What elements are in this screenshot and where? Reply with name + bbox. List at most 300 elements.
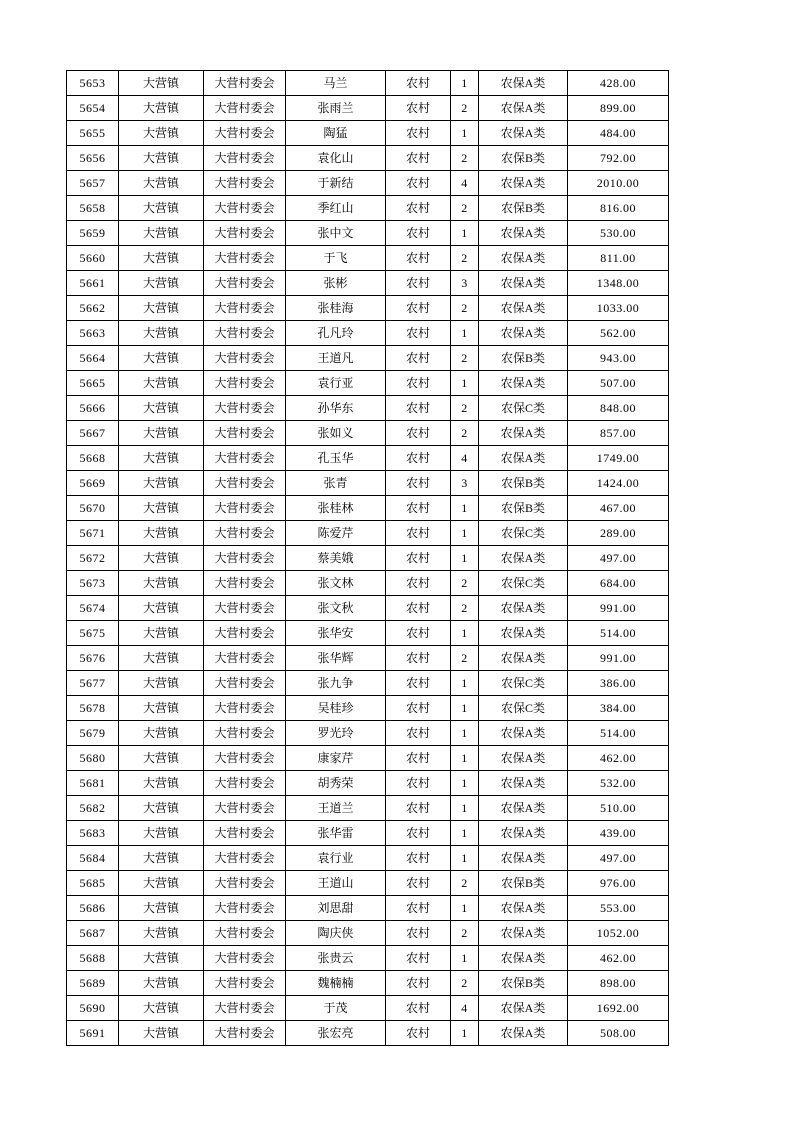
cell-serial: 5675 [67, 621, 119, 646]
cell-person-count: 2 [451, 246, 479, 271]
cell-amount: 497.00 [568, 846, 669, 871]
cell-person-count: 1 [451, 771, 479, 796]
cell-person-count: 2 [451, 421, 479, 446]
cell-amount: 553.00 [568, 896, 669, 921]
cell-amount: 467.00 [568, 496, 669, 521]
cell-person-count: 1 [451, 821, 479, 846]
cell-area-type: 农村 [386, 221, 451, 246]
cell-area-type: 农村 [386, 746, 451, 771]
cell-area-type: 农村 [386, 271, 451, 296]
cell-area-type: 农村 [386, 896, 451, 921]
cell-insurance-category: 农保A类 [479, 421, 568, 446]
cell-town: 大营镇 [119, 321, 204, 346]
cell-name: 袁行业 [286, 846, 386, 871]
cell-area-type: 农村 [386, 671, 451, 696]
cell-town: 大营镇 [119, 296, 204, 321]
cell-town: 大营镇 [119, 271, 204, 296]
cell-person-count: 2 [451, 196, 479, 221]
cell-name: 陈爱芹 [286, 521, 386, 546]
cell-insurance-category: 农保B类 [479, 346, 568, 371]
table-row [67, 71, 669, 96]
cell-serial: 5681 [67, 771, 119, 796]
table-row [67, 846, 669, 871]
cell-amount: 991.00 [568, 646, 669, 671]
cell-person-count: 4 [451, 996, 479, 1021]
cell-amount: 439.00 [568, 821, 669, 846]
cell-amount: 428.00 [568, 71, 669, 96]
cell-insurance-category: 农保A类 [479, 921, 568, 946]
cell-committee: 大营村委会 [204, 671, 286, 696]
cell-area-type: 农村 [386, 296, 451, 321]
table-row [67, 671, 669, 696]
cell-person-count: 1 [451, 71, 479, 96]
cell-committee: 大营村委会 [204, 71, 286, 96]
cell-area-type: 农村 [386, 796, 451, 821]
cell-area-type: 农村 [386, 1021, 451, 1046]
cell-committee: 大营村委会 [204, 496, 286, 521]
cell-serial: 5661 [67, 271, 119, 296]
cell-insurance-category: 农保C类 [479, 696, 568, 721]
cell-name: 魏楠楠 [286, 971, 386, 996]
cell-serial: 5690 [67, 996, 119, 1021]
cell-serial: 5687 [67, 921, 119, 946]
table-row [67, 796, 669, 821]
cell-town: 大营镇 [119, 121, 204, 146]
cell-amount: 514.00 [568, 621, 669, 646]
cell-amount: 507.00 [568, 371, 669, 396]
cell-committee: 大营村委会 [204, 621, 286, 646]
cell-name: 刘思甜 [286, 896, 386, 921]
cell-committee: 大营村委会 [204, 571, 286, 596]
cell-name: 于茂 [286, 996, 386, 1021]
cell-name: 罗光玲 [286, 721, 386, 746]
cell-name: 王道兰 [286, 796, 386, 821]
cell-insurance-category: 农保C类 [479, 671, 568, 696]
cell-person-count: 2 [451, 596, 479, 621]
cell-name: 王道凡 [286, 346, 386, 371]
cell-amount: 462.00 [568, 746, 669, 771]
cell-serial: 5677 [67, 671, 119, 696]
cell-amount: 848.00 [568, 396, 669, 421]
cell-person-count: 1 [451, 321, 479, 346]
cell-amount: 898.00 [568, 971, 669, 996]
cell-area-type: 农村 [386, 996, 451, 1021]
cell-name: 张九争 [286, 671, 386, 696]
cell-committee: 大营村委会 [204, 1021, 286, 1046]
cell-town: 大营镇 [119, 571, 204, 596]
cell-insurance-category: 农保A类 [479, 771, 568, 796]
cell-insurance-category: 农保A类 [479, 96, 568, 121]
cell-area-type: 农村 [386, 971, 451, 996]
cell-serial: 5654 [67, 96, 119, 121]
cell-committee: 大营村委会 [204, 521, 286, 546]
cell-area-type: 农村 [386, 571, 451, 596]
cell-person-count: 3 [451, 471, 479, 496]
cell-person-count: 1 [451, 121, 479, 146]
cell-insurance-category: 农保A类 [479, 446, 568, 471]
table-row [67, 496, 669, 521]
cell-amount: 508.00 [568, 1021, 669, 1046]
cell-town: 大营镇 [119, 671, 204, 696]
cell-name: 马兰 [286, 71, 386, 96]
cell-serial: 5664 [67, 346, 119, 371]
cell-amount: 462.00 [568, 946, 669, 971]
table-row [67, 296, 669, 321]
cell-insurance-category: 农保A类 [479, 271, 568, 296]
table-row [67, 696, 669, 721]
cell-area-type: 农村 [386, 371, 451, 396]
cell-town: 大营镇 [119, 621, 204, 646]
cell-person-count: 1 [451, 371, 479, 396]
cell-serial: 5658 [67, 196, 119, 221]
table-row [67, 721, 669, 746]
cell-serial: 5653 [67, 71, 119, 96]
cell-person-count: 3 [451, 271, 479, 296]
cell-person-count: 1 [451, 846, 479, 871]
cell-person-count: 1 [451, 521, 479, 546]
cell-area-type: 农村 [386, 471, 451, 496]
cell-committee: 大营村委会 [204, 721, 286, 746]
cell-name: 张如义 [286, 421, 386, 446]
cell-area-type: 农村 [386, 621, 451, 646]
cell-town: 大营镇 [119, 471, 204, 496]
cell-name: 张中文 [286, 221, 386, 246]
cell-name: 张青 [286, 471, 386, 496]
cell-area-type: 农村 [386, 396, 451, 421]
cell-amount: 976.00 [568, 871, 669, 896]
cell-committee: 大营村委会 [204, 446, 286, 471]
cell-person-count: 2 [451, 396, 479, 421]
cell-serial: 5683 [67, 821, 119, 846]
cell-committee: 大营村委会 [204, 171, 286, 196]
table-row [67, 521, 669, 546]
table-row [67, 446, 669, 471]
cell-amount: 562.00 [568, 321, 669, 346]
cell-insurance-category: 农保A类 [479, 171, 568, 196]
cell-name: 张宏亮 [286, 1021, 386, 1046]
cell-insurance-category: 农保A类 [479, 646, 568, 671]
cell-insurance-category: 农保A类 [479, 621, 568, 646]
cell-name: 张华雷 [286, 821, 386, 846]
cell-area-type: 农村 [386, 696, 451, 721]
table-row [67, 471, 669, 496]
cell-amount: 899.00 [568, 96, 669, 121]
cell-person-count: 2 [451, 646, 479, 671]
cell-insurance-category: 农保A类 [479, 596, 568, 621]
cell-insurance-category: 农保A类 [479, 371, 568, 396]
cell-insurance-category: 农保C类 [479, 521, 568, 546]
cell-town: 大营镇 [119, 546, 204, 571]
cell-person-count: 2 [451, 871, 479, 896]
cell-amount: 792.00 [568, 146, 669, 171]
table-row [67, 921, 669, 946]
cell-amount: 1033.00 [568, 296, 669, 321]
cell-amount: 1749.00 [568, 446, 669, 471]
cell-area-type: 农村 [386, 121, 451, 146]
cell-person-count: 2 [451, 96, 479, 121]
cell-person-count: 1 [451, 671, 479, 696]
table-body [67, 71, 669, 1046]
cell-town: 大营镇 [119, 896, 204, 921]
cell-town: 大营镇 [119, 846, 204, 871]
cell-serial: 5656 [67, 146, 119, 171]
cell-area-type: 农村 [386, 946, 451, 971]
cell-town: 大营镇 [119, 746, 204, 771]
table-row [67, 746, 669, 771]
cell-insurance-category: 农保A类 [479, 746, 568, 771]
table-row [67, 571, 669, 596]
cell-amount: 1348.00 [568, 271, 669, 296]
cell-insurance-category: 农保B类 [479, 496, 568, 521]
cell-committee: 大营村委会 [204, 946, 286, 971]
cell-area-type: 农村 [386, 546, 451, 571]
cell-serial: 5686 [67, 896, 119, 921]
cell-area-type: 农村 [386, 346, 451, 371]
cell-person-count: 1 [451, 796, 479, 821]
cell-insurance-category: 农保A类 [479, 796, 568, 821]
cell-committee: 大营村委会 [204, 396, 286, 421]
cell-amount: 991.00 [568, 596, 669, 621]
cell-committee: 大营村委会 [204, 596, 286, 621]
cell-serial: 5684 [67, 846, 119, 871]
cell-town: 大营镇 [119, 1021, 204, 1046]
cell-town: 大营镇 [119, 196, 204, 221]
cell-insurance-category: 农保A类 [479, 71, 568, 96]
cell-town: 大营镇 [119, 246, 204, 271]
cell-committee: 大营村委会 [204, 121, 286, 146]
table-row [67, 271, 669, 296]
cell-town: 大营镇 [119, 446, 204, 471]
table-row [67, 546, 669, 571]
cell-serial: 5680 [67, 746, 119, 771]
cell-area-type: 农村 [386, 846, 451, 871]
cell-town: 大营镇 [119, 496, 204, 521]
cell-serial: 5670 [67, 496, 119, 521]
cell-area-type: 农村 [386, 521, 451, 546]
cell-person-count: 4 [451, 446, 479, 471]
cell-insurance-category: 农保A类 [479, 296, 568, 321]
cell-amount: 530.00 [568, 221, 669, 246]
cell-insurance-category: 农保A类 [479, 1021, 568, 1046]
cell-committee: 大营村委会 [204, 371, 286, 396]
table-row [67, 196, 669, 221]
cell-town: 大营镇 [119, 946, 204, 971]
cell-committee: 大营村委会 [204, 646, 286, 671]
cell-area-type: 农村 [386, 821, 451, 846]
cell-person-count: 1 [451, 721, 479, 746]
table-row [67, 396, 669, 421]
cell-name: 胡秀荣 [286, 771, 386, 796]
cell-name: 于飞 [286, 246, 386, 271]
cell-person-count: 2 [451, 146, 479, 171]
cell-town: 大营镇 [119, 521, 204, 546]
cell-area-type: 农村 [386, 921, 451, 946]
cell-town: 大营镇 [119, 221, 204, 246]
cell-town: 大营镇 [119, 146, 204, 171]
cell-amount: 510.00 [568, 796, 669, 821]
table-row [67, 121, 669, 146]
table-row [67, 96, 669, 121]
cell-town: 大营镇 [119, 346, 204, 371]
table-row [67, 346, 669, 371]
cell-town: 大营镇 [119, 646, 204, 671]
cell-name: 蔡美娥 [286, 546, 386, 571]
cell-amount: 2010.00 [568, 171, 669, 196]
cell-name: 张华安 [286, 621, 386, 646]
cell-committee: 大营村委会 [204, 846, 286, 871]
cell-area-type: 农村 [386, 871, 451, 896]
cell-serial: 5663 [67, 321, 119, 346]
cell-person-count: 2 [451, 346, 479, 371]
cell-area-type: 农村 [386, 321, 451, 346]
cell-person-count: 2 [451, 571, 479, 596]
cell-serial: 5673 [67, 571, 119, 596]
cell-town: 大营镇 [119, 921, 204, 946]
cell-insurance-category: 农保A类 [479, 821, 568, 846]
cell-serial: 5669 [67, 471, 119, 496]
cell-committee: 大营村委会 [204, 696, 286, 721]
cell-amount: 384.00 [568, 696, 669, 721]
cell-insurance-category: 农保B类 [479, 871, 568, 896]
cell-amount: 1424.00 [568, 471, 669, 496]
cell-amount: 943.00 [568, 346, 669, 371]
table-row [67, 221, 669, 246]
cell-area-type: 农村 [386, 196, 451, 221]
benefit-roster-table [66, 70, 669, 1046]
cell-committee: 大营村委会 [204, 296, 286, 321]
cell-serial: 5666 [67, 396, 119, 421]
cell-amount: 514.00 [568, 721, 669, 746]
cell-name: 陶庆侠 [286, 921, 386, 946]
cell-committee: 大营村委会 [204, 321, 286, 346]
cell-person-count: 2 [451, 971, 479, 996]
cell-committee: 大营村委会 [204, 921, 286, 946]
cell-insurance-category: 农保C类 [479, 396, 568, 421]
cell-serial: 5688 [67, 946, 119, 971]
cell-insurance-category: 农保B类 [479, 471, 568, 496]
cell-insurance-category: 农保C类 [479, 571, 568, 596]
cell-insurance-category: 农保A类 [479, 996, 568, 1021]
cell-committee: 大营村委会 [204, 971, 286, 996]
table-row [67, 946, 669, 971]
cell-name: 吴桂珍 [286, 696, 386, 721]
cell-person-count: 1 [451, 496, 479, 521]
cell-committee: 大营村委会 [204, 821, 286, 846]
cell-town: 大营镇 [119, 371, 204, 396]
table-row [67, 146, 669, 171]
cell-committee: 大营村委会 [204, 96, 286, 121]
cell-name: 张贵云 [286, 946, 386, 971]
cell-insurance-category: 农保B类 [479, 971, 568, 996]
cell-committee: 大营村委会 [204, 246, 286, 271]
cell-insurance-category: 农保A类 [479, 896, 568, 921]
cell-town: 大营镇 [119, 996, 204, 1021]
cell-committee: 大营村委会 [204, 346, 286, 371]
cell-insurance-category: 农保A类 [479, 721, 568, 746]
table-row [67, 996, 669, 1021]
cell-serial: 5667 [67, 421, 119, 446]
cell-town: 大营镇 [119, 721, 204, 746]
cell-serial: 5662 [67, 296, 119, 321]
cell-committee: 大营村委会 [204, 996, 286, 1021]
cell-area-type: 农村 [386, 721, 451, 746]
cell-amount: 684.00 [568, 571, 669, 596]
cell-serial: 5657 [67, 171, 119, 196]
cell-committee: 大营村委会 [204, 746, 286, 771]
cell-amount: 386.00 [568, 671, 669, 696]
cell-person-count: 1 [451, 546, 479, 571]
cell-area-type: 农村 [386, 446, 451, 471]
cell-person-count: 1 [451, 221, 479, 246]
table-row [67, 621, 669, 646]
cell-name: 张桂林 [286, 496, 386, 521]
cell-name: 袁化山 [286, 146, 386, 171]
cell-amount: 484.00 [568, 121, 669, 146]
cell-amount: 497.00 [568, 546, 669, 571]
table-row [67, 896, 669, 921]
cell-person-count: 1 [451, 746, 479, 771]
cell-area-type: 农村 [386, 96, 451, 121]
cell-serial: 5678 [67, 696, 119, 721]
table-row [67, 421, 669, 446]
cell-name: 张华辉 [286, 646, 386, 671]
cell-serial: 5665 [67, 371, 119, 396]
cell-insurance-category: 农保A类 [479, 246, 568, 271]
cell-area-type: 农村 [386, 496, 451, 521]
cell-serial: 5668 [67, 446, 119, 471]
cell-town: 大营镇 [119, 421, 204, 446]
cell-name: 张文林 [286, 571, 386, 596]
table-row [67, 596, 669, 621]
cell-name: 孔凡玲 [286, 321, 386, 346]
cell-name: 张雨兰 [286, 96, 386, 121]
cell-amount: 811.00 [568, 246, 669, 271]
cell-person-count: 4 [451, 171, 479, 196]
cell-committee: 大营村委会 [204, 871, 286, 896]
cell-area-type: 农村 [386, 596, 451, 621]
cell-committee: 大营村委会 [204, 271, 286, 296]
table-row [67, 821, 669, 846]
table-row [67, 371, 669, 396]
table-row [67, 321, 669, 346]
cell-town: 大营镇 [119, 696, 204, 721]
cell-committee: 大营村委会 [204, 421, 286, 446]
cell-area-type: 农村 [386, 771, 451, 796]
cell-insurance-category: 农保A类 [479, 221, 568, 246]
cell-area-type: 农村 [386, 246, 451, 271]
cell-town: 大营镇 [119, 871, 204, 896]
cell-area-type: 农村 [386, 646, 451, 671]
cell-serial: 5674 [67, 596, 119, 621]
cell-committee: 大营村委会 [204, 771, 286, 796]
cell-town: 大营镇 [119, 796, 204, 821]
cell-serial: 5682 [67, 796, 119, 821]
cell-amount: 289.00 [568, 521, 669, 546]
cell-name: 张彬 [286, 271, 386, 296]
cell-committee: 大营村委会 [204, 896, 286, 921]
cell-town: 大营镇 [119, 396, 204, 421]
cell-amount: 1052.00 [568, 921, 669, 946]
cell-town: 大营镇 [119, 771, 204, 796]
cell-serial: 5676 [67, 646, 119, 671]
cell-person-count: 1 [451, 696, 479, 721]
cell-amount: 816.00 [568, 196, 669, 221]
cell-area-type: 农村 [386, 171, 451, 196]
cell-town: 大营镇 [119, 96, 204, 121]
cell-town: 大营镇 [119, 821, 204, 846]
cell-insurance-category: 农保B类 [479, 146, 568, 171]
cell-name: 孔玉华 [286, 446, 386, 471]
